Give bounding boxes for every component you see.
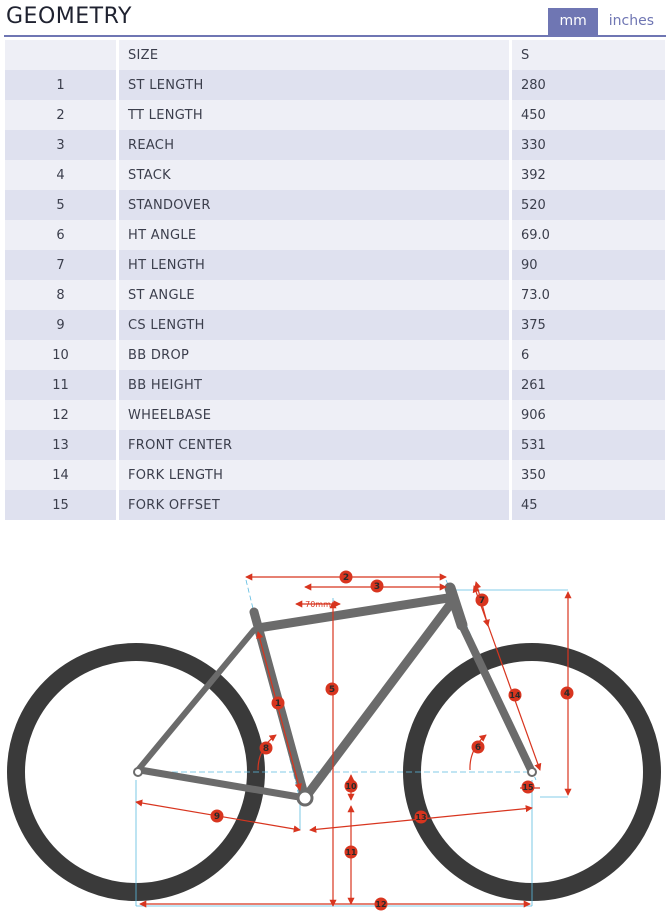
page-title: GEOMETRY [6, 4, 132, 29]
table-row [5, 490, 665, 520]
geometry-header [0, 0, 672, 37]
unit-mm-button[interactable]: mm [548, 8, 597, 35]
row-value: 69.0 [512, 220, 665, 250]
svg-text:15: 15 [522, 783, 534, 792]
table-header-row [5, 40, 665, 70]
head-tube [450, 588, 462, 625]
svg-text:7: 7 [478, 596, 486, 606]
front-dropout [528, 768, 536, 776]
marker-12 [375, 898, 388, 911]
svg-text:2: 2 [342, 573, 350, 583]
table-row [5, 460, 665, 490]
row-label: CS LENGTH [119, 310, 512, 340]
row-value: 280 [512, 70, 665, 100]
svg-text:14: 14 [509, 691, 521, 700]
row-number: 8 [5, 280, 119, 310]
marker-6 [472, 741, 485, 754]
table-row [5, 130, 665, 160]
chain-stay [140, 770, 305, 798]
table-row [5, 400, 665, 430]
table-row [5, 430, 665, 460]
row-label: ST ANGLE [119, 280, 512, 310]
row-number: 2 [5, 100, 119, 130]
row-value: 330 [512, 130, 665, 160]
row-value: 450 [512, 100, 665, 130]
row-number: 5 [5, 190, 119, 220]
table-row [5, 190, 665, 220]
bike-geometry-diagram [0, 540, 672, 922]
row-value: 73.0 [512, 280, 665, 310]
unit-inches-button[interactable]: inches [598, 8, 665, 35]
row-label: FRONT CENTER [119, 430, 512, 460]
marker-7 [476, 594, 489, 607]
svg-text:12: 12 [375, 900, 387, 909]
marker-4 [561, 687, 574, 700]
table-row [5, 370, 665, 400]
row-value: 261 [512, 370, 665, 400]
row-label: BB DROP [119, 340, 512, 370]
table-row [5, 160, 665, 190]
svg-text:5: 5 [328, 685, 336, 695]
marker-2 [340, 571, 353, 584]
offset-annotation: 70mm [305, 600, 331, 609]
row-value: 6 [512, 340, 665, 370]
marker-5 [326, 683, 339, 696]
column-header-s: S [512, 40, 665, 70]
row-value: 392 [512, 160, 665, 190]
top-tube [258, 598, 448, 628]
bottom-bracket [298, 791, 312, 805]
header-divider [4, 35, 666, 37]
table-row [5, 280, 665, 310]
row-label: STANDOVER [119, 190, 512, 220]
row-number: 7 [5, 250, 119, 280]
marker-9 [211, 810, 224, 823]
row-value: 45 [512, 490, 665, 520]
row-label: BB HEIGHT [119, 370, 512, 400]
row-value: 531 [512, 430, 665, 460]
geometry-table [5, 40, 665, 520]
svg-text:1: 1 [274, 699, 282, 709]
row-label: TT LENGTH [119, 100, 512, 130]
row-number: 1 [5, 70, 119, 100]
table-row [5, 70, 665, 100]
marker-1 [272, 697, 285, 710]
row-value: 520 [512, 190, 665, 220]
table-row [5, 220, 665, 250]
marker-11 [345, 846, 358, 859]
row-number: 10 [5, 340, 119, 370]
row-number: 14 [5, 460, 119, 490]
row-label: REACH [119, 130, 512, 160]
row-label: FORK OFFSET [119, 490, 512, 520]
table-row [5, 250, 665, 280]
row-label: HT LENGTH [119, 250, 512, 280]
row-number: 6 [5, 220, 119, 250]
table-row [5, 100, 665, 130]
marker-10 [345, 780, 358, 793]
table-row [5, 310, 665, 340]
row-value: 375 [512, 310, 665, 340]
svg-text:8: 8 [262, 744, 270, 754]
row-number: 13 [5, 430, 119, 460]
svg-text:3: 3 [373, 582, 381, 592]
svg-text:10: 10 [345, 782, 357, 791]
row-label: ST LENGTH [119, 70, 512, 100]
row-number: 4 [5, 160, 119, 190]
marker-3 [371, 580, 384, 593]
marker-13 [415, 811, 428, 824]
rear-dropout [134, 768, 142, 776]
column-header-number [5, 40, 119, 70]
row-number: 15 [5, 490, 119, 520]
svg-text:13: 13 [415, 813, 427, 822]
marker-8 [260, 742, 273, 755]
row-number: 12 [5, 400, 119, 430]
svg-text:4: 4 [563, 689, 571, 699]
row-label: STACK [119, 160, 512, 190]
row-label: HT ANGLE [119, 220, 512, 250]
row-label: WHEELBASE [119, 400, 512, 430]
marker-14 [509, 689, 522, 702]
unit-toggle [548, 8, 665, 35]
row-number: 3 [5, 130, 119, 160]
row-value: 90 [512, 250, 665, 280]
row-number: 11 [5, 370, 119, 400]
row-label: FORK LENGTH [119, 460, 512, 490]
row-value: 350 [512, 460, 665, 490]
column-header-size: SIZE [119, 40, 512, 70]
svg-text:6: 6 [474, 743, 482, 753]
table-row [5, 340, 665, 370]
svg-text:9: 9 [213, 812, 221, 822]
marker-15 [522, 781, 535, 794]
row-number: 9 [5, 310, 119, 340]
row-value: 906 [512, 400, 665, 430]
svg-text:11: 11 [345, 848, 357, 857]
